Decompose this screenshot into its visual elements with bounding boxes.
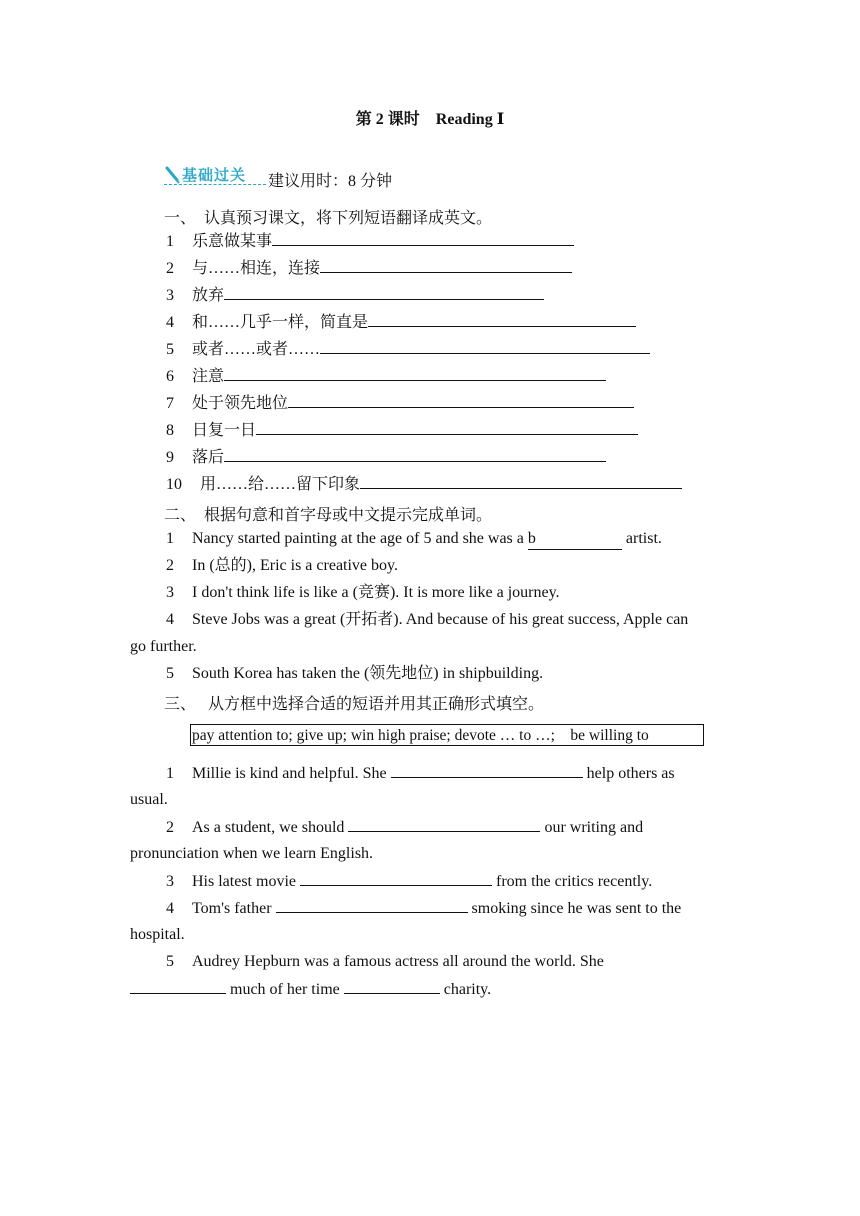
list-item-continued: much of her time charity. <box>130 979 491 1000</box>
list-item-continued: go further. <box>130 638 197 655</box>
suggested-time: 建议用时：8 分钟 <box>268 173 393 190</box>
list-item: 5 或者……或者…… <box>166 339 650 360</box>
list-item-continued: pronunciation when we learn English. <box>130 845 374 862</box>
answer-blank[interactable] <box>344 979 440 994</box>
list-item: 4 Tom's father smoking since he was sent to the <box>166 900 682 917</box>
list-item: 1 Millie is kind and helpful. She help others as <box>166 765 675 782</box>
list-item: 5 Audrey Hepburn was a famous actress all around the world. She <box>166 953 604 970</box>
answer-blank[interactable] <box>130 979 226 994</box>
list-item: 7 处于领先地位 <box>166 393 634 414</box>
badge-underline <box>164 184 266 185</box>
list-item: 3 His latest movie from the critics recently. <box>166 873 653 890</box>
answer-blank[interactable] <box>288 393 634 408</box>
list-item: 1 Nancy started painting at the age of 5 and she was a b artist. <box>166 529 662 550</box>
section-badge: 基础过关 <box>182 166 247 184</box>
list-item: 3 I don't think life is like a (竞赛). It is more like a journey. <box>166 584 560 601</box>
list-item: 4 和……几乎一样，简直是 <box>166 312 636 333</box>
answer-blank[interactable] <box>224 447 606 462</box>
answer-blank[interactable] <box>320 258 572 273</box>
list-item: 10 用……给……留下印象 <box>166 474 682 495</box>
answer-blank[interactable] <box>368 312 636 327</box>
answer-blank[interactable] <box>391 763 583 778</box>
list-item: 3 放弃 <box>166 285 544 306</box>
phrase-box: pay attention to; give up; win high praise; devote … to …; be willing to <box>190 724 704 746</box>
list-item: 2 In (总的), Eric is a creative boy. <box>166 557 398 574</box>
list-item: 9 落后 <box>166 447 606 468</box>
list-item: 2 As a student, we should our writing and <box>166 819 644 836</box>
list-item: 5 South Korea has taken the (领先地位) in shipbuilding. <box>166 665 544 682</box>
list-item: 8 日复一日 <box>166 420 638 441</box>
list-item: 4 Steve Jobs was a great (开拓者). And because of his great success, Apple can <box>166 611 689 628</box>
list-item: 6 注意 <box>166 366 606 387</box>
list-item: 1 乐意做某事 <box>166 231 574 252</box>
list-item-continued: hospital. <box>130 926 185 943</box>
answer-blank[interactable] <box>272 231 574 246</box>
answer-blank[interactable] <box>256 420 638 435</box>
answer-blank[interactable] <box>276 898 468 913</box>
answer-blank[interactable] <box>224 366 606 381</box>
list-item: 2 与……相连，连接 <box>166 258 572 279</box>
answer-blank[interactable] <box>300 871 492 886</box>
pen-icon <box>164 166 180 184</box>
answer-blank[interactable] <box>320 339 650 354</box>
list-item-continued: usual. <box>130 791 168 808</box>
answer-blank[interactable]: b <box>528 529 622 550</box>
section-2-heading: 二、 根据句意和首字母或中文提示完成单词。 <box>164 507 493 524</box>
answer-blank[interactable] <box>224 285 544 300</box>
section-3-heading: 三、 从方框中选择合适的短语并用其正确形式填空。 <box>164 696 545 713</box>
answer-blank[interactable] <box>360 474 682 489</box>
answer-blank[interactable] <box>348 817 540 832</box>
page-title: 第 2 课时 Reading Ⅰ <box>355 111 505 128</box>
section-1-heading: 一、 认真预习课文，将下列短语翻译成英文。 <box>164 210 493 227</box>
